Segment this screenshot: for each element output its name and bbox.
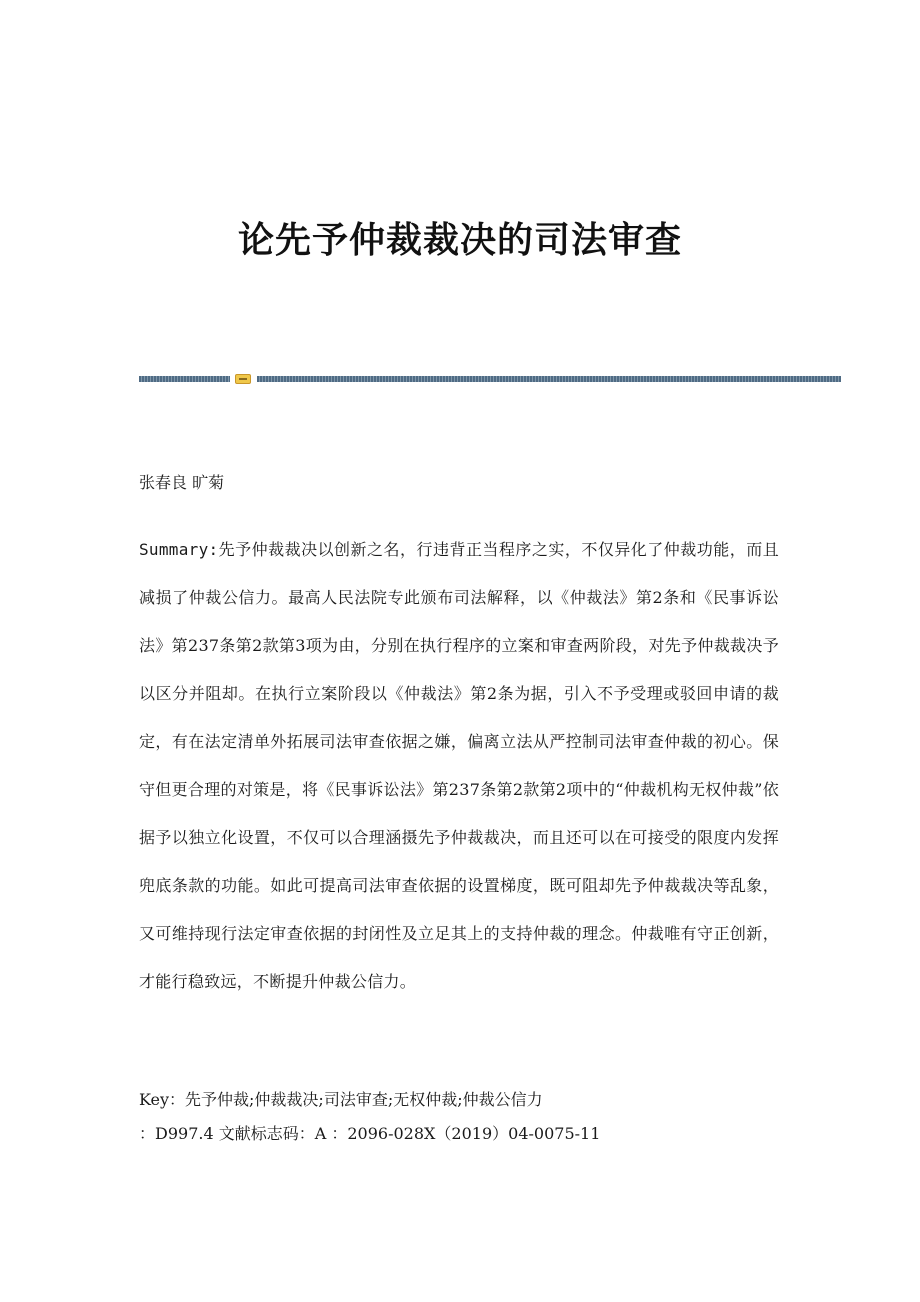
divider-emblem-icon [235, 374, 251, 384]
divider-right-bar [257, 376, 841, 382]
abstract-label: Summary: [139, 540, 219, 559]
authors: 张春良 旷菊 [139, 473, 225, 492]
document-title: 论先予仲裁裁决的司法审查 [237, 220, 682, 261]
classification-info: ：D997.4 文献标志码：A ：2096-028X（2019）04-0075-11 [139, 1124, 601, 1143]
keywords: Key：先予仲裁;仲裁裁决;司法审查;无权仲裁;仲裁公信力 [139, 1090, 543, 1109]
abstract [139, 526, 779, 1006]
title-divider [139, 374, 841, 384]
abstract-text: 先予仲裁裁决以创新之名，行违背正当程序之实，不仅异化了仲裁功能，而且减损了仲裁公信力。最高人民法院专此颁布司法解释，以《仲裁法》第2条和《民事诉讼法》第237条第2款第3项为由，分别在执行程序的立案和审查两阶段，对先予仲裁裁决予以区分并阻却。在执行立案阶段以《仲裁法》第2条为据，引入不予受理或驳回申请的裁定，有在法定清单外拓展司法审查依据之嫌，偏离立法从严控制司法审查仲裁的初心。保守但更合理的对策是，将《民事诉讼法》第237条第2款第2项中的“仲裁机构无权仲裁”依据予以独立化设置，不仅可以合理涵摄先予仲裁裁决，而且还可以在可接受的限度内发挥兜底条款的功能。如此可提高司法审查依据的设置梯度，既可阻却先予仲裁裁决等乱象，又可维持现行法定审查依据的封闭性及立足其上的支持仲裁的理念。仲裁唯有守正创新，才能行稳致远，不断提升仲裁公信力。 [139, 540, 779, 991]
divider-left-bar [139, 376, 230, 382]
